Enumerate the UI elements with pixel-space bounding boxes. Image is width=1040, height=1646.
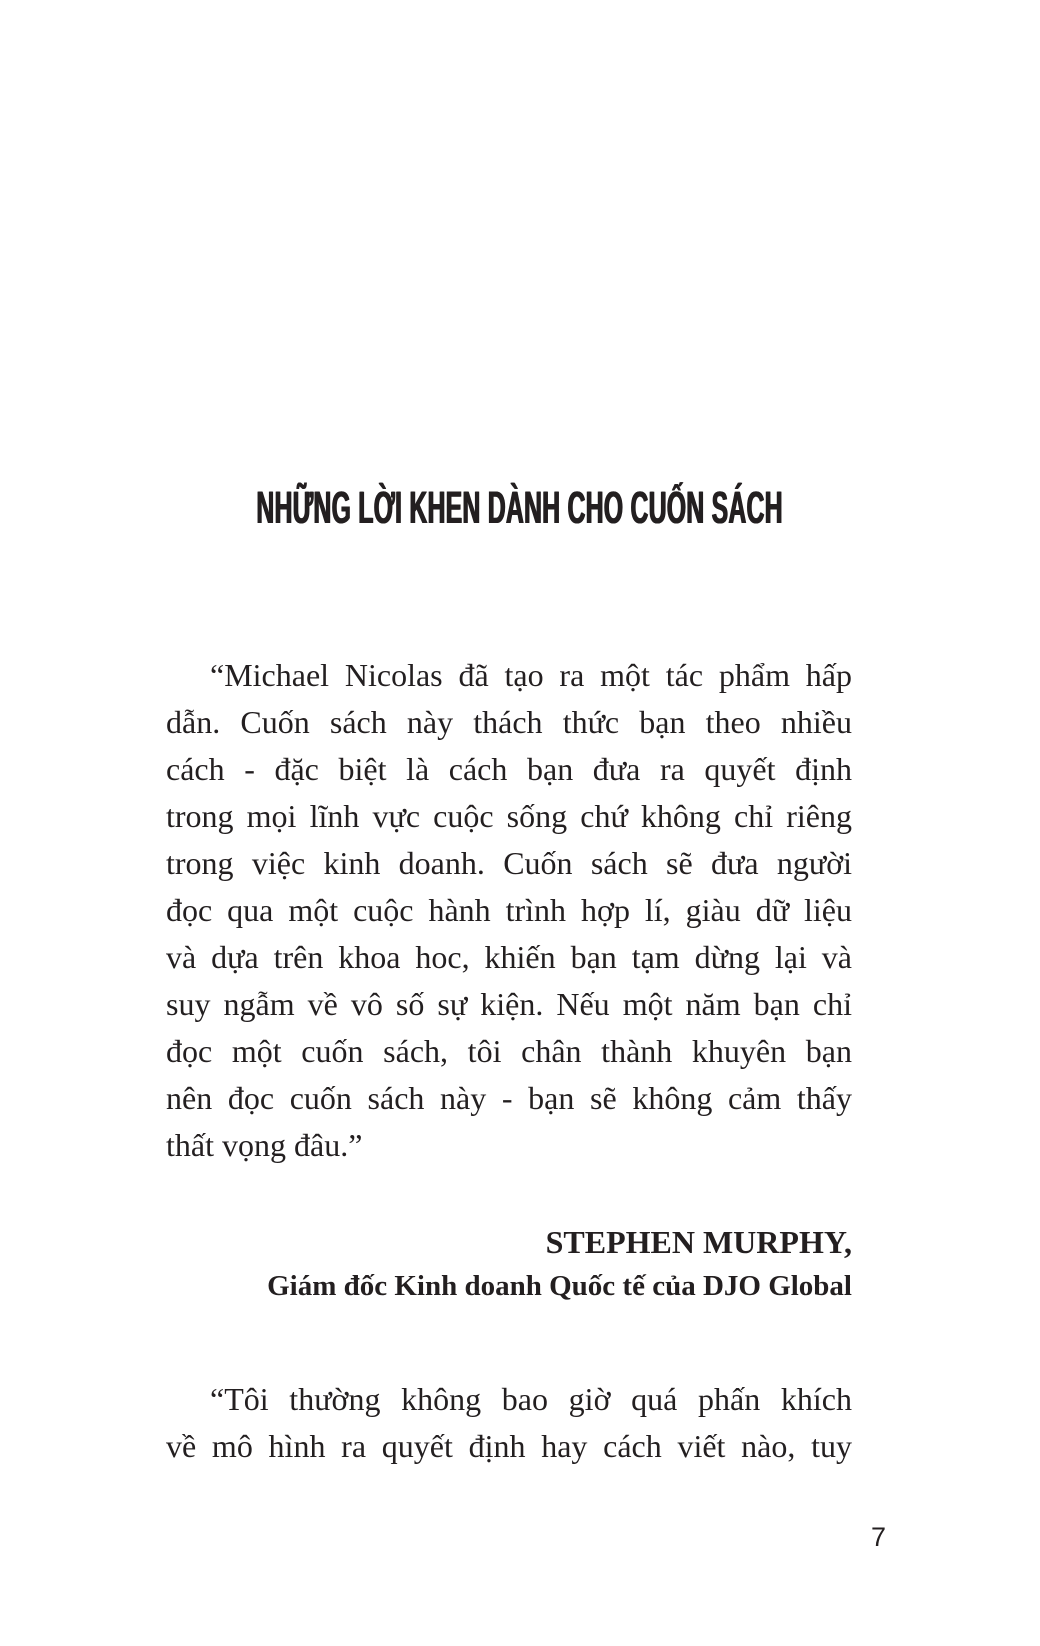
attribution-name: STEPHEN MURPHY, <box>545 1224 852 1260</box>
text-line: cách - đặc biệt là cách bạn đưa ra quyết định <box>166 751 852 787</box>
page-number: 7 <box>870 1522 886 1552</box>
text-line: trong mọi lĩnh vực cuộc sống chứ không chỉ riêng <box>166 798 852 834</box>
chapter-title: NHỮNG LỜI KHEN DÀNH CHO CUỐN SÁCH <box>256 482 784 533</box>
text-line: và dựa trên khoa hoc, khiến bạn tạm dừng lại và <box>166 939 852 975</box>
text-line: suy ngẫm về vô số sự kiện. Nếu một năm bạn chỉ <box>166 986 852 1022</box>
text-line: đọc một cuốn sách, tôi chân thành khuyên bạn <box>166 1033 852 1069</box>
praise-quote-paragraph <box>166 1376 852 1470</box>
text-line: đọc qua một cuộc hành trình hợp lí, giàu dữ liệu <box>166 892 852 928</box>
chapter-title-wrap <box>0 482 1040 534</box>
text-line: thất vọng đâu.” <box>166 1127 363 1163</box>
attribution-role: Giám đốc Kinh doanh Quốc tế của DJO Global <box>267 1270 852 1302</box>
text-line: trong việc kinh doanh. Cuốn sách sẽ đưa người <box>166 845 852 881</box>
text-line: “Michael Nicolas đã tạo ra một tác phẩm hấp <box>210 657 852 693</box>
text-line: “Tôi thường không bao giờ quá phấn khích <box>210 1381 852 1417</box>
text-line: về mô hình ra quyết định hay cách viết nào, tuy <box>166 1428 852 1464</box>
praise-quote-paragraph <box>166 652 852 1169</box>
text-line: nên đọc cuốn sách này - bạn sẽ không cảm thấy <box>166 1080 852 1116</box>
text-line: dẫn. Cuốn sách này thách thức bạn theo nhiều <box>166 704 852 740</box>
